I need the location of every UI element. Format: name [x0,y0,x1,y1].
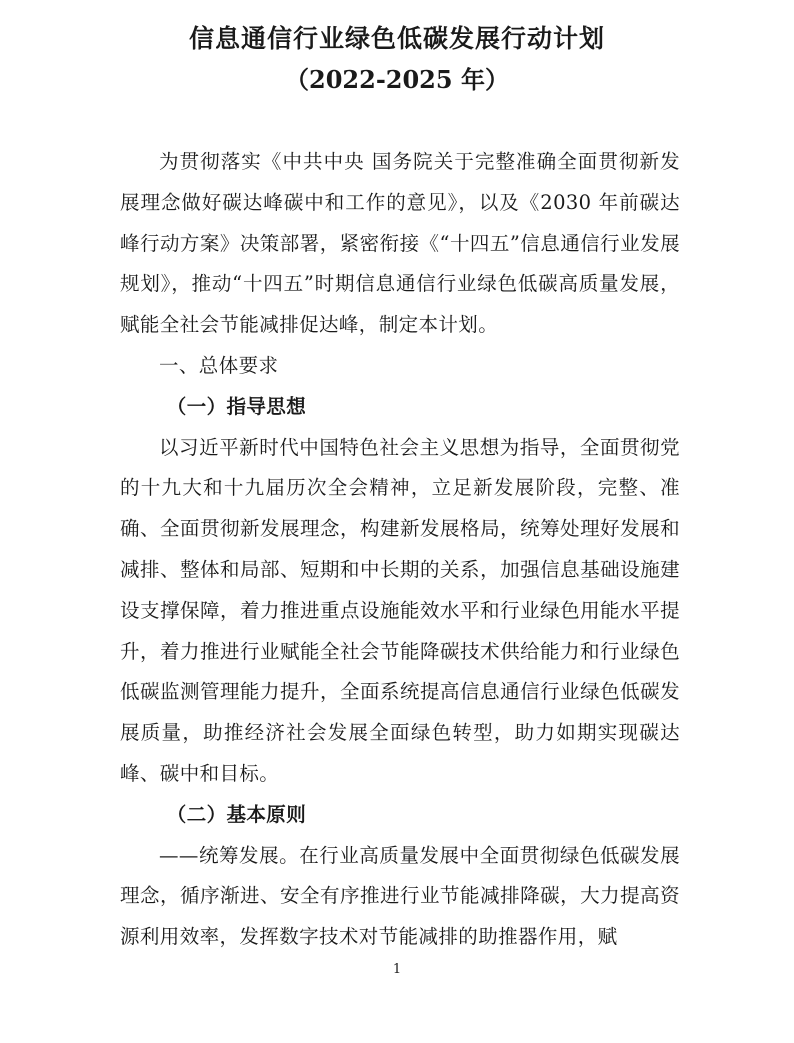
document-body [120,142,680,958]
section-heading-general-requirements: 一、总体要求 [159,353,279,377]
subsection-heading-guiding-ideology: （一）指导思想 [166,394,307,418]
subsection-heading-basic-principles: （二）基本原则 [166,802,307,826]
intro-paragraph: 为贯彻落实《中共中央 国务院关于完整准确全面贯彻新发展理念做好碳达峰碳中和工作的意见》，以及《2030 年前碳达峰行动方案》决策部署，紧密衔接《“十四五”信息通信行业发展规划》，推动“十四五”时期信息通信行业绿色低碳高质量发展，赋能全社会节能减排促达峰，制定本计划。 [120,150,680,337]
principle-paragraph: ——统筹发展。在行业高质量发展中全面贯彻绿色低碳发展理念，循序渐进、安全有序推进行业节能减排降碳，大力提高资源利用效率，发挥数字技术对节能减排的助推器作用，赋 [120,843,680,949]
document-title: 信息通信行业绿色低碳发展行动计划 [188,24,605,53]
guiding-ideology-paragraph: 以习近平新时代中国特色社会主义思想为指导，全面贯彻党的十九大和十九届历次全会精神，立足新发展阶段，完整、准确、全面贯彻新发展理念，构建新发展格局，统筹处理好发展和减排、整体和局部、短期和中长期的关系，加强信息基础设施建设支撑保障，着力推进重点设施能效水平和行业绿色用能水平提升，着力推进行业赋能全社会节能降碳技术供给能力和行业绿色低碳监测管理能力提升，全面系统提高信息通信行业绿色低碳发展质量，助推经济社会发展全面绿色转型，助力如期实现碳达峰、碳中和目标。 [120,435,680,785]
document-subtitle: （2022-2025 年） [285,65,509,94]
page-number: 1 [392,962,402,977]
